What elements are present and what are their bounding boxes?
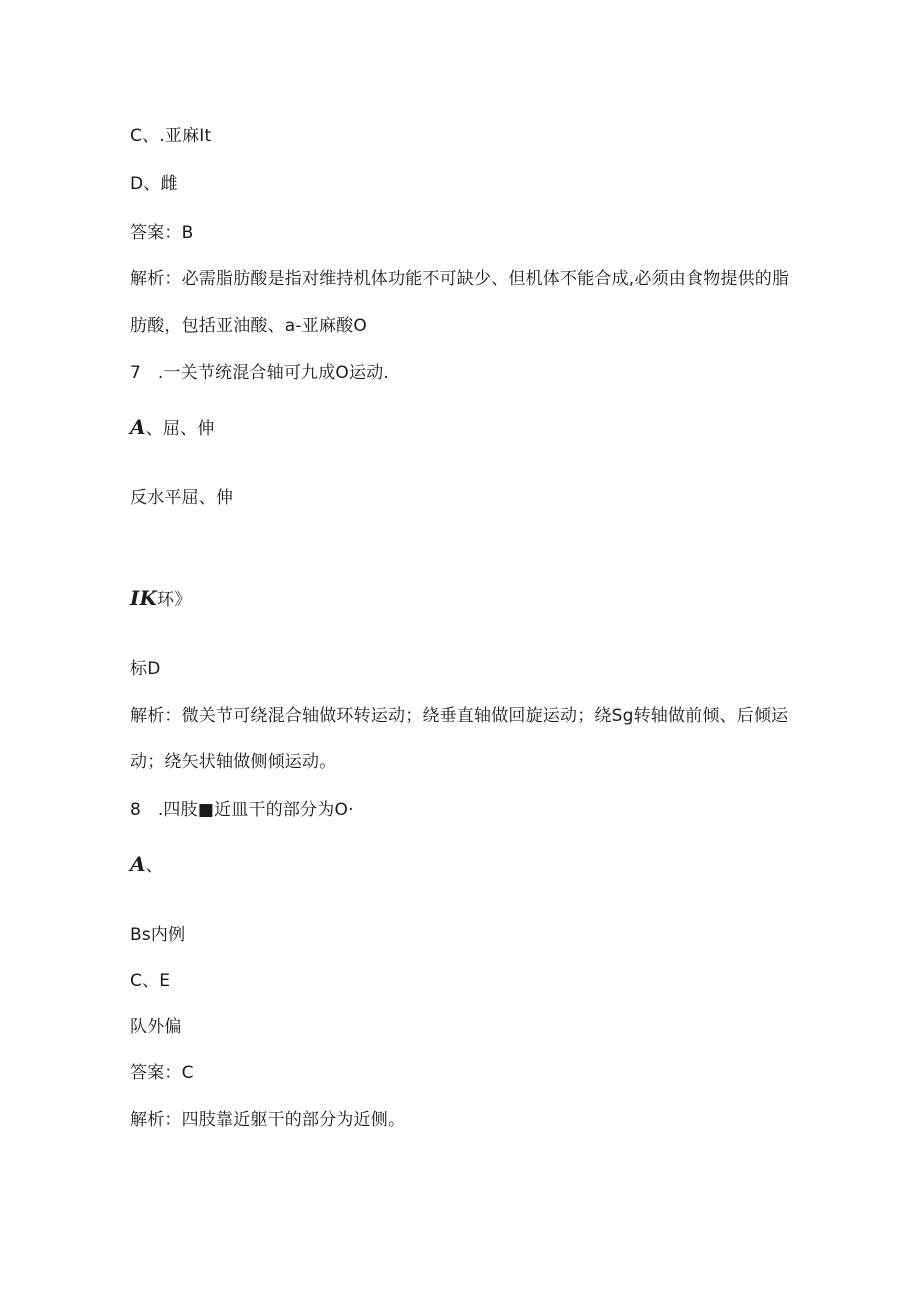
explanation-line-2b	[130, 750, 336, 774]
question-8-line	[130, 798, 354, 822]
answer-text-3: 答案：C	[130, 1063, 194, 1083]
answer-text-1: 答案：B	[130, 223, 194, 243]
question-7-line	[130, 361, 389, 385]
option-c-line-q8	[130, 969, 170, 993]
option-c-text-q7: 环》	[157, 590, 192, 610]
option-d-text: D、雌	[130, 174, 178, 194]
option-c-line-q7	[130, 586, 192, 612]
answer-text-2: 标D	[130, 659, 161, 679]
explanation-line-1a	[130, 267, 789, 291]
option-c-text-q8: C、E	[130, 971, 171, 991]
option-a-letter-q8: A	[130, 852, 146, 876]
option-b-line-q7	[130, 486, 233, 510]
option-d-text-q8: 队外偏	[130, 1017, 182, 1037]
answer-line-3	[130, 1061, 194, 1085]
option-d-line	[130, 172, 178, 196]
question-8-text: 8 .四肢■近皿干的部分为O·	[130, 800, 354, 820]
explanation-text-3: 解析：四肢靠近躯干的部分为近侧。	[130, 1110, 406, 1130]
option-a-text-q8: 、	[145, 856, 163, 876]
option-b-line-q8	[130, 923, 185, 947]
question-7-text: 7 .一关节统混合轴可九成O运动.	[130, 363, 390, 383]
answer-line-1	[130, 221, 193, 245]
option-b-text-q7: 反水平屈、伸	[130, 488, 234, 508]
explanation-line-1b	[130, 314, 367, 338]
option-c-letter-q7: IK	[130, 586, 158, 610]
explanation-line-3	[130, 1108, 405, 1132]
option-a-line-q7	[130, 415, 215, 441]
explanation-text-2a: 解析：微关节可绕混合轴做环转运动；绕垂直轴做回旋运动；绕Sg转轴做前倾、后倾运	[130, 706, 789, 726]
option-c-line	[130, 124, 211, 148]
explanation-line-2a	[130, 704, 788, 728]
option-a-letter-q7: A	[130, 415, 146, 439]
explanation-text-2b: 动；绕矢状轴做侧倾运动。	[130, 752, 337, 772]
option-a-line-q8	[130, 852, 163, 878]
answer-line-2	[130, 657, 161, 681]
option-a-text-q7: 、屈、伸	[145, 419, 215, 439]
option-b-text-q8: Bs内例	[130, 925, 186, 945]
option-c-text: C、.亚麻It	[130, 126, 212, 146]
explanation-text-1b: 肪酸，包括亚油酸、a-亚麻酸O	[130, 316, 367, 336]
option-d-line-q8	[130, 1015, 182, 1039]
explanation-text-1a: 解析：必需脂肪酸是指对维持机体功能不可缺少、但机体不能合成,必须由食物提供的脂	[130, 269, 790, 289]
